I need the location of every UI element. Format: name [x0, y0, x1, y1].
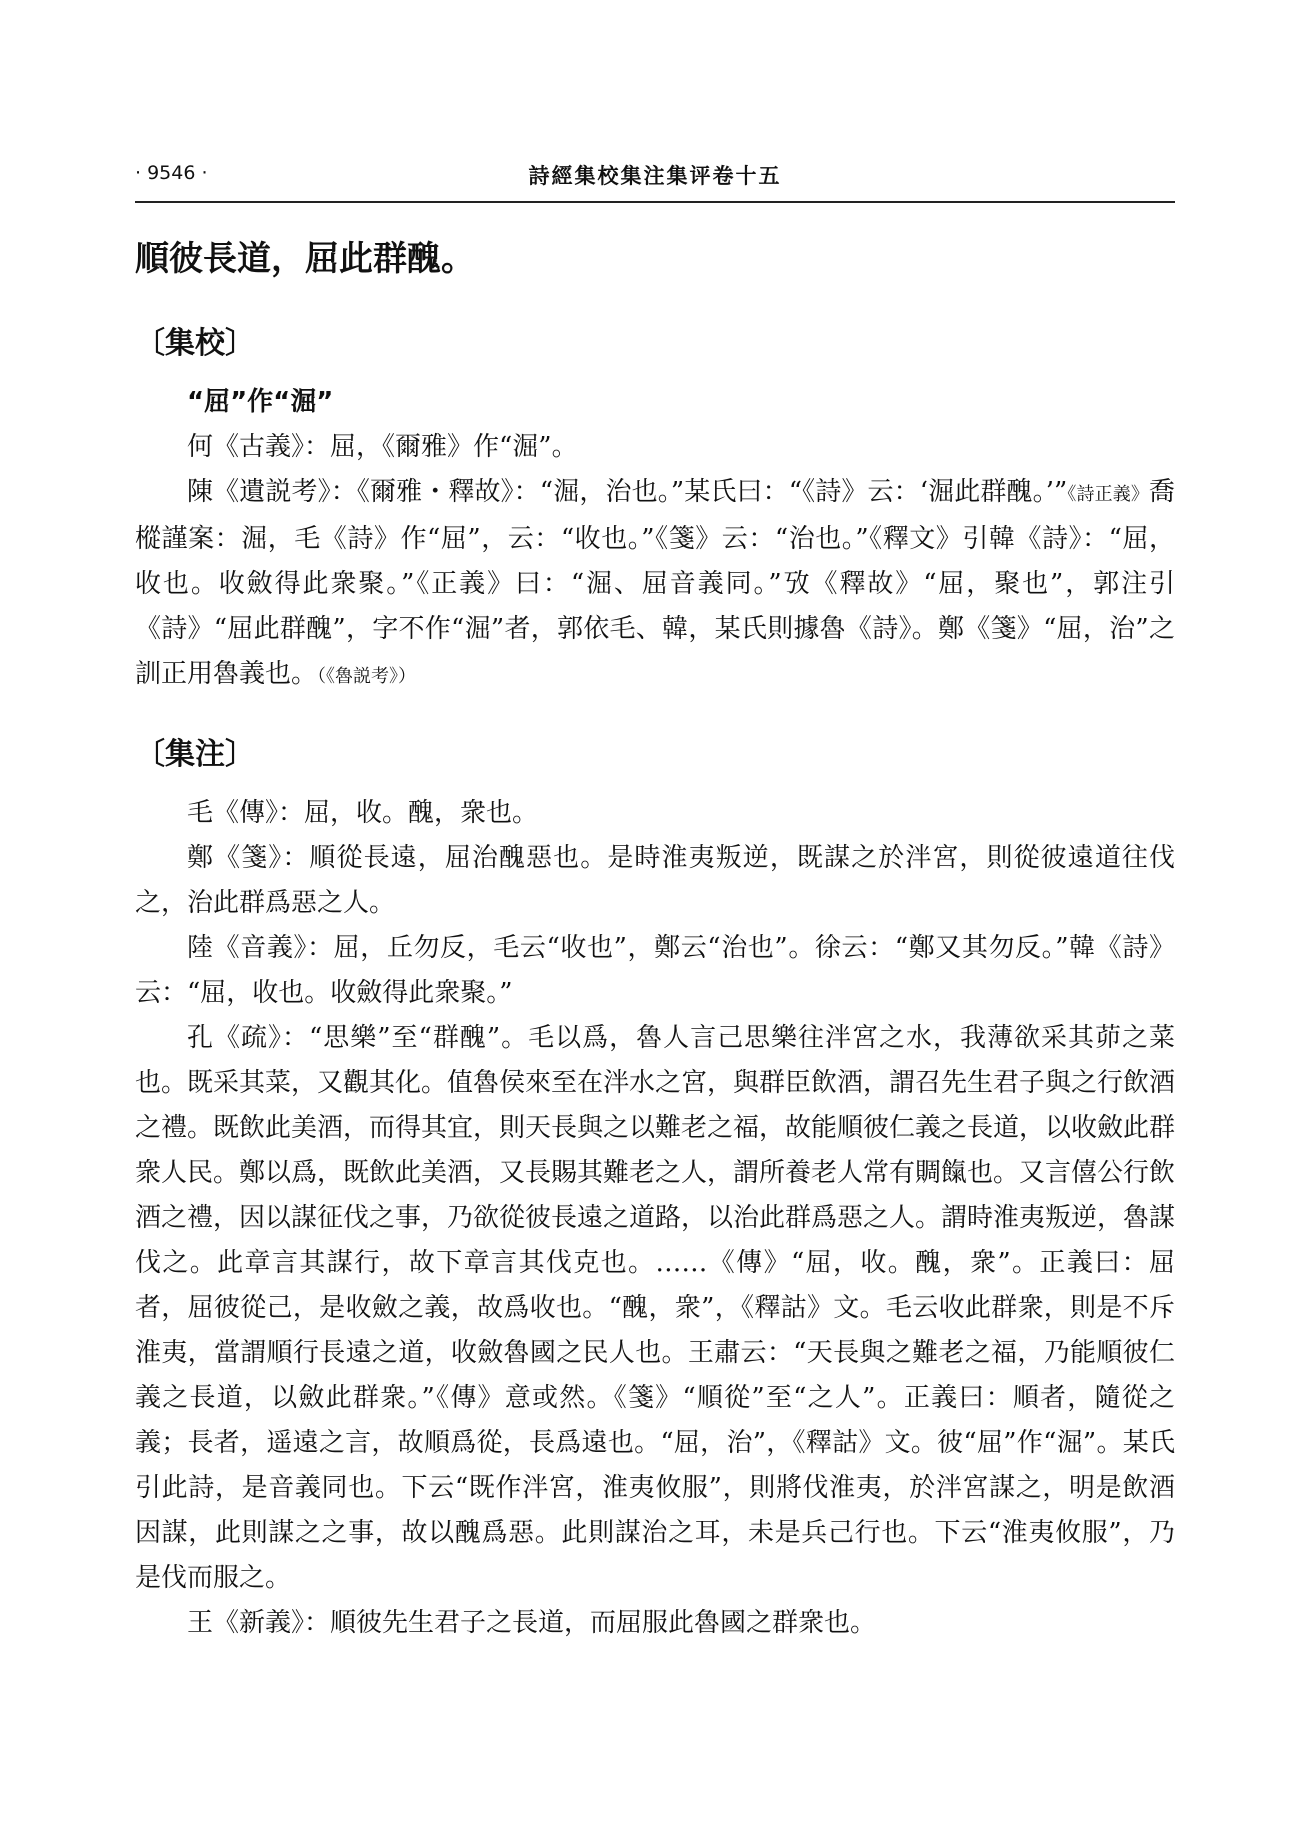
verse-line: 順彼長道，屈此群醜。 [135, 239, 475, 279]
page-content [135, 232, 1175, 1646]
jizhu-paragraph: 孔《疏》：“思樂”至“群醜”。毛以爲，魯人言己思樂往泮宮之水，我薄欲采其茆之菜也。既采其菜，又觀其化。值魯侯來至在泮水之宮，與群臣飲酒，謂召先生君子與之行飲酒之禮。既飲此美酒，而得其宜，則天長與之以難老之福，故能順彼仁義之長道，以收斂此群衆人民。鄭以爲，既飲此美酒，又長賜其難老之人，謂所養老人常有賙餼也。又言僖公行飲酒之禮，因以謀征伐之事，乃欲從彼長遠之道路，以治此群爲惡之人。謂時淮夷叛逆，魯謀伐之。此章言其謀行，故下章言其伐克也。……《傳》“屈，收。醜，衆”。正義曰：屈者，屈彼從己，是收斂之義，故爲收也。“醜，衆”，《釋詁》文。毛云收此群衆，則是不斥淮夷，當謂順行長遠之道，收斂魯國之民人也。王肅云：“天長與之難老之福，乃能順彼仁義之長道，以斂此群衆。”《傳》意或然。《箋》“順從”至“之人”。正義曰：順者，隨從之義；長者，遥遠之言，故順爲從，長爲遠也。“屈，治”，《釋詁》文。彼“屈”作“淈”。某氏引此詩，是音義同也。下云“既作泮宮，淮夷攸服”，則將伐淮夷，於泮宮謀之，明是飲酒因謀，此則謀之之事，故以醜爲惡。此則謀治之耳，未是兵己行也。下云“淮夷攸服”，乃是伐而服之。 [135, 1023, 1176, 1593]
header-rule [135, 201, 1175, 203]
jijiao-entry-title: “屈”作“淈” [187, 387, 334, 417]
citation-note: （《魯説考》） [317, 666, 417, 687]
page-number: · 9546 · [135, 162, 208, 184]
jijiao-paragraph: 何《古義》：屈，《爾雅》作“淈”。 [187, 432, 578, 462]
jijiao-heading: 〔集校〕 [135, 326, 255, 361]
running-header [135, 160, 1175, 190]
paragraph-text: 喬樅謹案：淈，毛《詩》作“屈”，云：“收也。”《箋》云：“治也。”《釋文》引韓《詩》：“屈，收也。收斂得此衆聚。”《正義》曰：“淈、屈音義同。”攷《釋故》“屈，聚也”，郭注引《詩》“屈此群醜”，字不作“淈”者，郭依毛、韓，某氏則據魯《詩》。鄭《箋》“屈，治”之訓正用魯義也。 [135, 477, 1176, 689]
jizhu-paragraph: 陸《音義》：屈，丘勿反，毛云“收也”，鄭云“治也”。徐云：“鄭又其勿反。”韓《詩》云：“屈，收也。收斂得此衆聚。” [135, 933, 1175, 1008]
paragraph-text: 陳《遺説考》：《爾雅・釋故》：“淈，治也。”某氏曰：“《詩》云：‘淈此群醜。’” [187, 477, 1068, 507]
jizhu-heading: 〔集注〕 [135, 737, 255, 772]
book-title: 詩經集校集注集评卷十五 [528, 164, 782, 188]
jizhu-paragraph: 毛《傳》：屈，收。醜，衆也。 [187, 798, 539, 828]
jizhu-paragraph: 王《新義》：順彼先生君子之長道，而屈服此魯國之群衆也。 [187, 1608, 877, 1638]
jizhu-paragraph: 鄭《箋》：順從長遠，屈治醜惡也。是時淮夷叛逆，既謀之於泮宮，則從彼遠道往伐之，治此群爲惡之人。 [135, 843, 1175, 918]
citation-note: 《詩正義》 [1067, 484, 1149, 505]
jijiao-paragraph [135, 470, 1175, 699]
